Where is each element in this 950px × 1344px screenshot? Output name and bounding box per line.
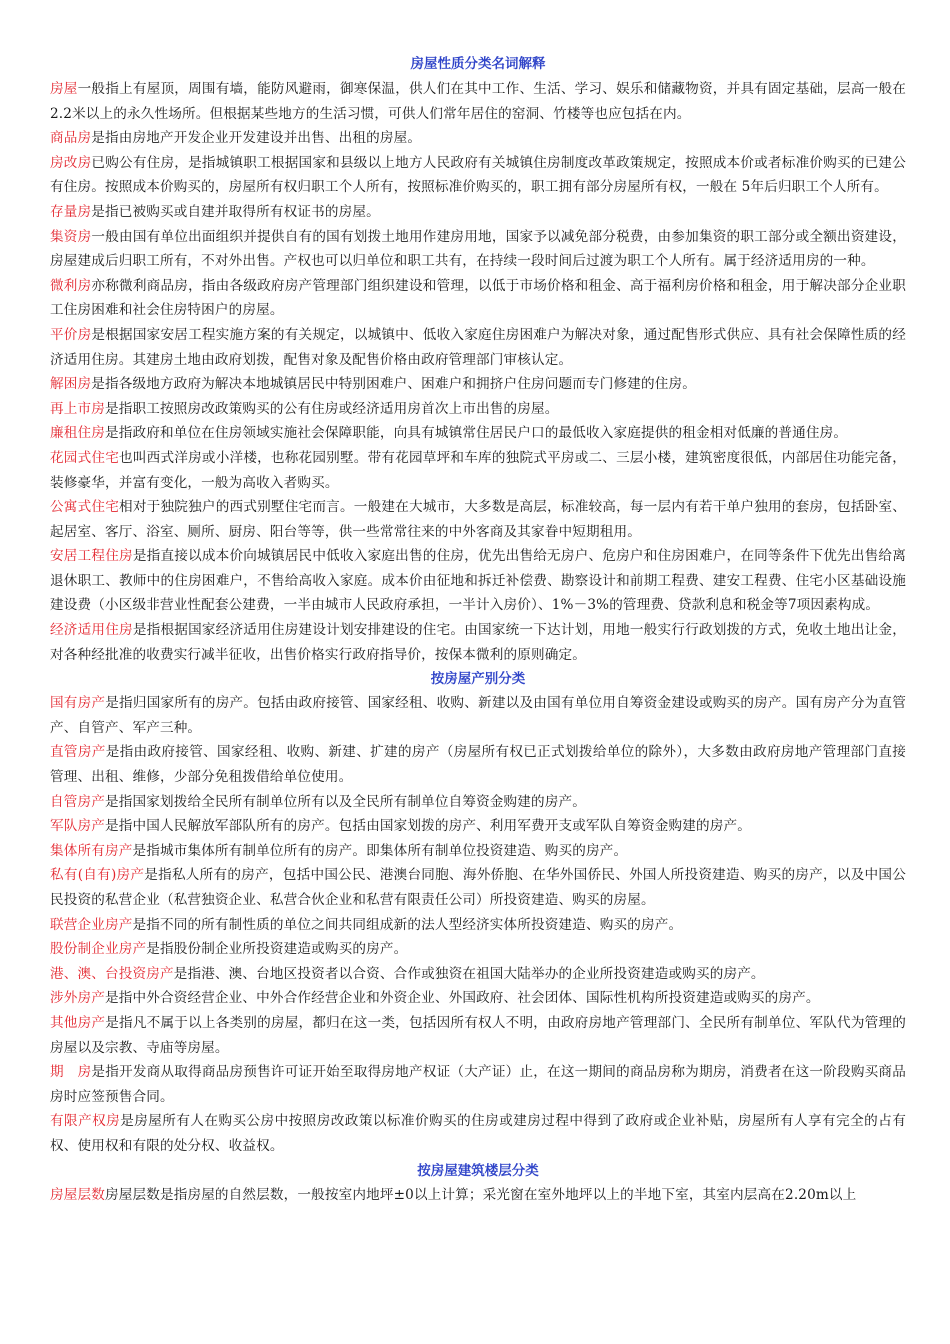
- definition: 是指港、澳、台地区投资者以合资、合作或独资在祖国大陆举办的企业所投资建造或购买的房产。: [173, 965, 765, 982]
- entry-zaishangshifang: [50, 397, 906, 422]
- definition: 房屋层数是指房屋的自然层数，一般按室内地坪±0以上计算；采光窗在室外地坪以上的半地下室，其室内层高在2.20m以上: [104, 1186, 857, 1203]
- entry-qifang: [50, 1060, 906, 1109]
- entry-guoyou: [50, 691, 906, 740]
- section-title-nature: 房屋性质分类名词解释: [410, 56, 546, 72]
- term: 有限产权房: [50, 1113, 121, 1130]
- definition: 是指由房地产开发企业开发建设并出售、出租的房屋。: [91, 130, 422, 147]
- entry-ziguan: [50, 790, 906, 815]
- definition: 是指中外合资经营企业、中外合作经营企业和外资企业、外国政府、社会团体、国际性机构所投资建造或购买的房产。: [104, 990, 820, 1007]
- definition: 相对于独院独户的西式别墅住宅而言。一般建在大城市，大多数是高层，标准较高，每一层内有若干单户独用的套房，包括卧室、起居室、客厅、浴室、厕所、厨房、阳台等等，供一些常常往来的中外客商及其家眷中短期租用。: [50, 499, 907, 540]
- term: 直管房产: [50, 744, 106, 761]
- entry-jundui: [50, 814, 906, 839]
- section-title-ownership: 按房屋产别分类: [430, 671, 526, 688]
- entry-jiekunfang: [50, 372, 906, 397]
- term: 花园式住宅: [50, 449, 120, 466]
- definition: 已购公有住房，是指城镇职工根据国家和县级以上地方人民政府有关城镇住房制度改革政策规定，按照成本价或者标准价购买的已建公有住房。按照成本价购买的，房屋所有权归职工个人所有，按照标准价购买的，职工拥有部分房屋所有权，一般在 5年后归职工个人所有。: [50, 154, 906, 196]
- entry-anjugongcheng: [50, 544, 906, 618]
- term: 安居工程住房: [50, 548, 133, 565]
- term: 港、澳、台投资房产: [50, 965, 174, 982]
- definition: 也叫西式洋房或小洋楼，也称花园别墅。带有花园草坪和车库的独院式平房或二、三层小楼，建筑密度很低，内部居住功能完备，装修豪华，并富有变化，一般为高收入者购买。: [50, 449, 907, 491]
- definition: 是指开发商从取得商品房预售许可证开始至取得房地产权证（大产证）止，在这一期间的商品房称为期房，消费者在这一阶段购买商品房时应签预售合同。: [50, 1064, 906, 1105]
- term: 存量房: [50, 203, 92, 220]
- entry-jiti: [50, 839, 906, 864]
- entry-gongyushi: [50, 495, 906, 544]
- entry-lianzuzhufang: [50, 421, 906, 446]
- entry-shewai: [50, 986, 906, 1011]
- definition: 一般指上有屋顶，周围有墙，能防风避雨，御寒保温，供人们在其中工作、生活、学习、娱乐和储藏物资，并具有固定基础，层高一般在2.2米以上的永久性场所。但根据某些地方的生活习惯，可供人们常年居住的窑洞、竹楼等也应包括在内。: [50, 81, 906, 122]
- entry-siyou: [50, 863, 906, 912]
- definition: 是指归国家所有的房产。包括由政府接管、国家经租、收购、新建以及由国有单位用自筹资金建设或购买的房产。国有房产分为直管产、自管产、军产三种。: [50, 695, 906, 736]
- definition: 是指城市集体所有制单位所有的房产。即集体所有制单位投资建造、购买的房产。: [132, 842, 628, 859]
- definition: 是指不同的所有制性质的单位之间共同组成新的法人型经济实体所投资建造、购买的房产。: [132, 916, 683, 933]
- term: 联营企业房产: [50, 916, 133, 933]
- term: 房屋层数: [50, 1186, 105, 1203]
- entry-fangwucengshu: [50, 1183, 906, 1208]
- section-title-floors: 按房屋建筑楼层分类: [417, 1162, 539, 1179]
- definition: 是指直接以成本价向城镇居民中低收入家庭出售的住房，优先出售给无房户、危房户和住房困难户，在同等条件下优先出售给离退休职工、教师中的住房困难户，不售给高收入家庭。成本价由征地和拆迁补偿费、勘察设计和前期工程费、建安工程费、住宅小区基础设施建设费（小区级非营业性配套公建费，一半由城市人民政府承担，一半计入房价）、1%－3%的管理费、贷款利息和税金等7项因素构成。: [50, 548, 906, 614]
- definition: 是指职工按照房改政策购买的公有住房或经济适用房首次上市出售的房屋。: [104, 400, 559, 417]
- term: 商品房: [50, 130, 92, 147]
- entry-fangwu: [50, 77, 906, 126]
- term: 廉租住房: [50, 425, 105, 442]
- definition: 是指中国人民解放军部队所有的房产。包括由国家划拨的房产、利用军费开支或军队自筹资金购建的房产。: [104, 818, 751, 835]
- entry-gufenzhi: [50, 937, 906, 962]
- definition: 是指已被购买或自建并取得所有权证书的房屋。: [91, 203, 380, 220]
- entry-jizifang: [50, 225, 906, 274]
- definition: 一般由国有单位出面组织并提供自有的国有划拨土地用作建房用地，国家予以减免部分税费，由参加集资的职工部分或全额出资建设，房屋建成后归职工所有，不对外出售。产权也可以归单位和职工共有，在持续一段时间后过渡为职工个人所有。属于经济适用房的一种。: [50, 228, 906, 270]
- term: 期 房: [50, 1064, 92, 1081]
- definition: 是指各级地方政府为解决本地城镇居民中特别困难户、困难户和拥挤户住房问题而专门修建的住房。: [91, 376, 696, 393]
- entry-qita: [50, 1011, 906, 1060]
- term: 房改房: [50, 154, 92, 171]
- definition: 是指股份制企业所投资建造或购买的房产。: [146, 941, 408, 958]
- definition: 是指国家划拨给全民所有制单位所有以及全民所有制单位自筹资金购建的房产。: [104, 793, 587, 810]
- entry-youxianchanquan: [50, 1109, 906, 1158]
- term: 涉外房产: [50, 990, 105, 1007]
- term: 集资房: [50, 228, 92, 245]
- term: 解困房: [50, 376, 92, 393]
- entry-cunliangfang: [50, 200, 906, 225]
- term: 平价房: [50, 326, 92, 343]
- term: 公寓式住宅: [50, 499, 120, 516]
- definition: 是指政府和单位在住房领域实施社会保障职能，向具有城镇常住居民户口的最低收入家庭提供的租金相对低廉的普通住房。: [104, 425, 848, 442]
- term: 私有(自有)房产: [50, 867, 145, 884]
- definition: 是根据国家安居工程实施方案的有关规定，以城镇中、低收入家庭住房困难户为解决对象，通过配售形式供应、具有社会保障性质的经济适用住房。其建房土地由政府划拨，配售对象及配售价格由政府管理部门审核认定。: [50, 326, 906, 368]
- definition: 亦称微利商品房，指由各级政府房产管理部门组织建设和管理，以低于市场价格和租金、高于福利房价格和租金，用于解决部分企业职工住房困难和社会住房特困户的房屋。: [50, 277, 906, 319]
- definition: 是指由政府接管、国家经租、收购、新建、扩建的房产（房屋所有权已正式划拨给单位的除外），大多数由政府房地产管理部门直接管理、出租、维修，少部分免租拨借给单位使用。: [50, 744, 906, 786]
- term: 股份制企业房产: [50, 941, 147, 958]
- entry-jingjishiyong: [50, 618, 906, 667]
- term: 微利房: [50, 277, 92, 294]
- term: 房屋: [50, 81, 78, 97]
- entry-fanggaifang: [50, 151, 906, 200]
- definition: 是指根据国家经济适用住房建设计划安排建设的住宅。由国家统一下达计划，用地一般实行行政划拨的方式，免收土地出让金，对各种经批准的收费实行减半征收，出售价格实行政府指导价，按保本微利的原则确定。: [50, 622, 906, 663]
- term: 自管房产: [50, 793, 105, 810]
- term: 再上市房: [50, 400, 105, 417]
- term: 军队房产: [50, 818, 105, 835]
- entry-lianying: [50, 913, 906, 938]
- entry-weilifang: [50, 274, 906, 323]
- definition: 是指私人所有的房产，包括中国公民、港澳台同胞、海外侨胞、在华外国侨民、外国人所投资建造、购买的房产，以及中国公民投资的私营企业（私营独资企业、私营合伙企业和私营有限责任公司）所投资建造、购买的房屋。: [50, 867, 907, 908]
- definition: 是房屋所有人在购买公房中按照房改政策以标准价购买的住房或建房过程中得到了政府或企业补贴，房屋所有人享有完全的占有权、使用权和有限的处分权、收益权。: [50, 1113, 906, 1154]
- entry-shangpinfang: [50, 126, 906, 151]
- term: 国有房产: [50, 695, 106, 712]
- entry-zhiguan: [50, 740, 906, 789]
- definition: 是指凡不属于以上各类别的房屋，都归在这一类，包括因所有权人不明，由政府房地产管理部门、全民所有制单位、军队代为管理的房屋以及宗教、寺庙等房屋。: [50, 1014, 906, 1056]
- entry-gangaotai: [50, 962, 906, 987]
- term: 集体所有房产: [50, 842, 133, 859]
- entry-pingjiafang: [50, 323, 906, 372]
- entry-huayuanshi: [50, 446, 906, 495]
- term: 经济适用住房: [50, 622, 133, 639]
- term: 其他房产: [50, 1014, 106, 1031]
